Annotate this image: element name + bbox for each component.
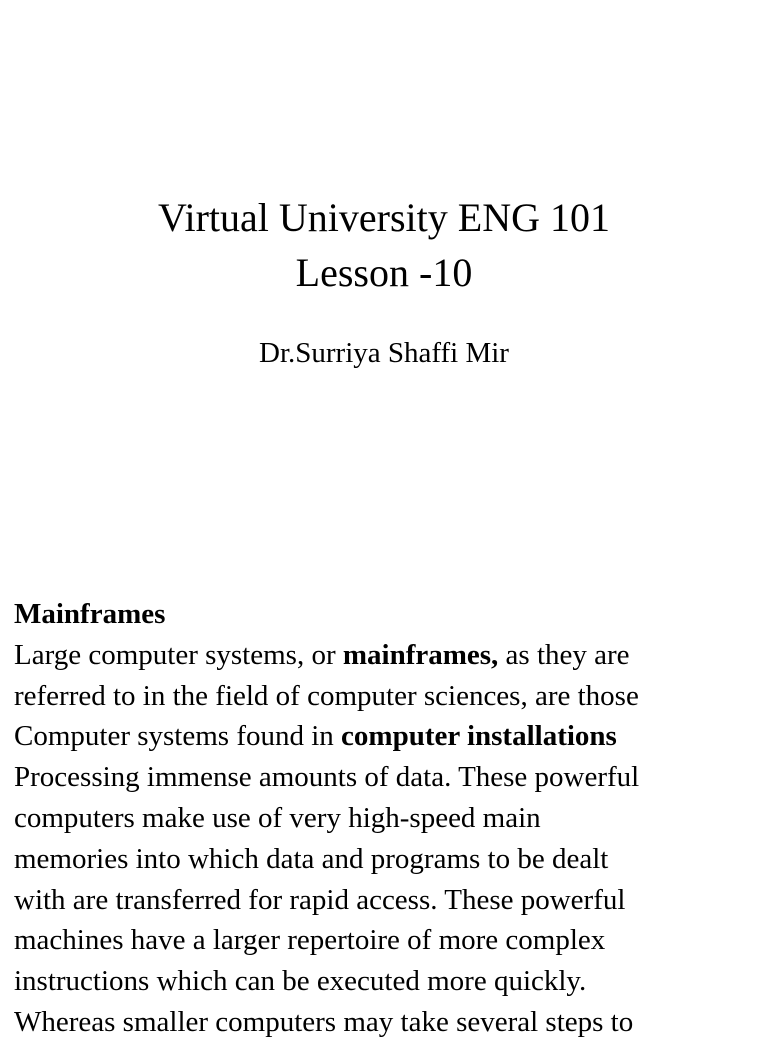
course-title: Virtual University ENG 101 xyxy=(158,195,610,240)
paragraph-line: Computer systems found in computer installations xyxy=(14,720,617,753)
paragraph-line: Large computer systems, or mainframes, as they are xyxy=(14,638,630,671)
paragraph-line: with are transferred for rapid access. These powerful xyxy=(14,883,626,916)
paragraph-line: memories into which data and programs to be dealt xyxy=(14,842,609,875)
author-name: Dr.Surriya Shaffi Mir xyxy=(259,337,509,369)
term-computer-installations: computer installations xyxy=(341,720,617,753)
term-mainframes: mainframes, xyxy=(342,638,499,671)
mainframes-section xyxy=(14,594,764,1043)
paragraph-line: referred to in the field of computer sciences, are those xyxy=(14,679,639,712)
paragraph-line: Processing immense amounts of data. These powerful xyxy=(14,761,640,794)
paragraph-line: computers make use of very high-speed main xyxy=(14,801,541,834)
paragraph-line: machines have a larger repertoire of more complex xyxy=(14,924,606,957)
paragraph-line: instructions which can be executed more quickly. xyxy=(14,965,587,998)
lesson-title xyxy=(0,190,768,300)
lesson-number: Lesson -10 xyxy=(295,250,473,295)
paragraph-line: Whereas smaller computers may take several steps to xyxy=(14,1005,634,1038)
section-heading: Mainframes xyxy=(14,598,166,630)
